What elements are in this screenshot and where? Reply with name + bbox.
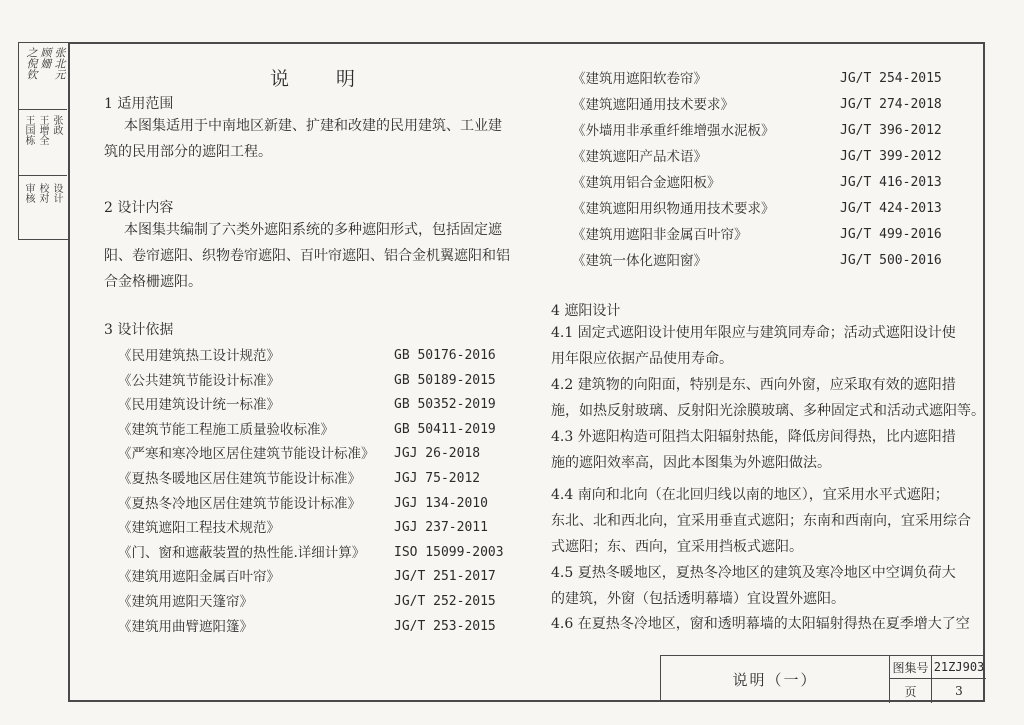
- standard-code: JG/T 416-2013: [840, 175, 942, 190]
- standard-name: 《建筑遮阳工程技术规范》: [118, 520, 280, 537]
- standard-name: 《建筑用遮阳天篷帘》: [118, 594, 253, 610]
- standard-code: JG/T 254-2015: [840, 71, 942, 86]
- section-4-line-3: 4.2 建筑物的向阳面，特别是东、西向外窗，应采取有效的遮阳措: [551, 377, 956, 393]
- standard-code: JG/T 251-2017: [394, 569, 496, 585]
- page-label: 页: [889, 679, 931, 703]
- strip-divider: [19, 109, 67, 110]
- section-4-line-12: 4.6 在夏热冬冷地区，窗和透明幕墙的太阳辐射得热在夏季增大了空: [551, 616, 970, 632]
- standard-name: 《建筑一体化遮阳窗》: [572, 253, 707, 269]
- standard-code: JG/T 396-2012: [840, 123, 942, 138]
- standard-code: JG/T 424-2013: [840, 201, 942, 216]
- section-1-line-2: 筑的民用部分的遮阳工程。: [104, 144, 272, 160]
- section-4-line-10: 4.5 夏热冬暖地区，夏热冬冷地区的建筑及寒冷地区中空调负荷大: [551, 565, 956, 581]
- standard-code: JGJ 75-2012: [394, 471, 481, 486]
- standard-name: 《门、窗和遮蔽装置的热性能.详细计算》: [118, 544, 366, 561]
- standard-code: GB 50411-2019: [394, 421, 496, 437]
- section-2-heading: 2 设计内容: [104, 200, 174, 216]
- section-4-line-4: 施，如热反射玻璃、反射阳光涂膜玻璃、多种固定式和活动式遮阳等。: [551, 403, 985, 419]
- section-4-line-9: 式遮阳；东、西向，宜采用挡板式遮阳。: [551, 539, 803, 555]
- name-2: 王增全: [37, 115, 48, 145]
- standard-name: 《民用建筑设计统一标准》: [118, 397, 280, 414]
- role-3: 设计: [51, 183, 62, 203]
- standard-name: 《夏热冬冷地区居住建筑节能设计标准》: [118, 495, 361, 512]
- standard-name: 《建筑遮阳用织物通用技术要求》: [572, 201, 775, 217]
- section-2-line-1: 本图集共编制了六类外遮阳系统的多种遮阳形式，包括固定遮: [124, 222, 502, 238]
- atlas-number-label: 图集号: [889, 656, 931, 679]
- section-1-heading: 1 适用范围: [104, 96, 174, 112]
- approval-strip: [18, 42, 68, 240]
- standard-name: 《民用建筑热工设计规范》: [118, 348, 280, 364]
- standard-name: 《建筑用遮阳非金属百叶帘》: [572, 227, 748, 243]
- standard-code: JG/T 253-2015: [394, 618, 496, 634]
- standard-name: 《严寒和寒冷地区居住建筑节能设计标准》: [118, 446, 375, 463]
- section-4-line-6: 施的遮阳效率高，因此本图集为外遮阳做法。: [551, 455, 831, 471]
- standard-code: ISO 15099-2003: [394, 544, 504, 560]
- standard-name: 《夏热冬暖地区居住建筑节能设计标准》: [118, 471, 361, 487]
- name-3: 张政: [51, 115, 62, 135]
- standard-code: JGJ 237-2011: [394, 520, 488, 536]
- name-1: 王国栋: [23, 115, 34, 145]
- page-number: 3: [931, 679, 986, 703]
- section-4-line-5: 4.3 外遮阳构造可阻挡太阳辐射热能，降低房间得热，比内遮阳措: [551, 429, 956, 445]
- standard-name: 《建筑遮阳产品术语》: [572, 149, 707, 165]
- signature-1: 之倪钦: [25, 47, 38, 80]
- standard-name: 《外墙用非承重纤维增强水泥板》: [572, 123, 775, 139]
- standard-code: JG/T 499-2016: [840, 227, 942, 242]
- standard-name: 《建筑用铝合金遮阳板》: [572, 175, 721, 191]
- standard-code: JG/T 399-2012: [840, 149, 942, 164]
- standard-code: GB 50176-2016: [394, 348, 496, 363]
- standard-code: GB 50352-2019: [394, 397, 496, 413]
- section-4-line-11: 的建筑，外窗（包括透明幕墙）宜设置外遮阳。: [551, 591, 845, 607]
- standard-name: 《公共建筑节能设计标准》: [118, 372, 280, 389]
- section-4-line-7: 4.4 南向和北向（在北回归线以南的地区），宜采用水平式遮阳；: [551, 487, 949, 503]
- title-block: [660, 655, 985, 702]
- role-2: 校对: [37, 183, 48, 203]
- standard-name: 《建筑用遮阳软卷帘》: [572, 71, 707, 87]
- section-4-line-8: 东北、北和西北向，宜采用垂直式遮阳；东南和西南向，宜采用综合: [551, 513, 971, 529]
- section-1-line-1: 本图集适用于中南地区新建、扩建和改建的民用建筑、工业建: [124, 118, 502, 134]
- standard-code: JG/T 274-2018: [840, 97, 942, 112]
- standard-code: GB 50189-2015: [394, 372, 496, 388]
- standard-name: 《建筑用遮阳金属百叶帘》: [118, 569, 280, 586]
- standard-code: JGJ 26-2018: [394, 446, 481, 462]
- strip-divider: [19, 175, 67, 176]
- role-1: 审核: [23, 183, 34, 203]
- standard-code: JG/T 500-2016: [840, 253, 942, 268]
- standard-code: JG/T 252-2015: [394, 594, 496, 609]
- section-4-heading: 4 遮阳设计: [551, 303, 621, 319]
- section-2-line-2: 阳、卷帘遮阳、织物卷帘遮阳、百叶帘遮阳、铝合金机翼遮阳和铝: [104, 248, 510, 264]
- page-title: 说 明: [270, 68, 370, 90]
- sheet-caption: 说明（一）: [732, 671, 818, 689]
- section-3-heading: 3 设计依据: [104, 322, 174, 338]
- atlas-number: 21ZJ903: [931, 656, 986, 679]
- signature-2: 顾姗: [39, 47, 52, 69]
- standard-code: JGJ 134-2010: [394, 495, 488, 511]
- standard-name: 《建筑用曲臂遮阳篷》: [118, 618, 253, 635]
- standard-name: 《建筑遮阳通用技术要求》: [572, 97, 734, 113]
- section-2-line-3: 合金格栅遮阳。: [104, 274, 202, 290]
- signature-3: 张北元: [53, 47, 66, 80]
- section-4-line-2: 用年限应依据产品使用寿命。: [551, 351, 733, 367]
- section-4-line-1: 4.1 固定式遮阳设计使用年限应与建筑同寿命；活动式遮阳设计使: [551, 325, 956, 341]
- standard-name: 《建筑节能工程施工质量验收标准》: [118, 421, 334, 438]
